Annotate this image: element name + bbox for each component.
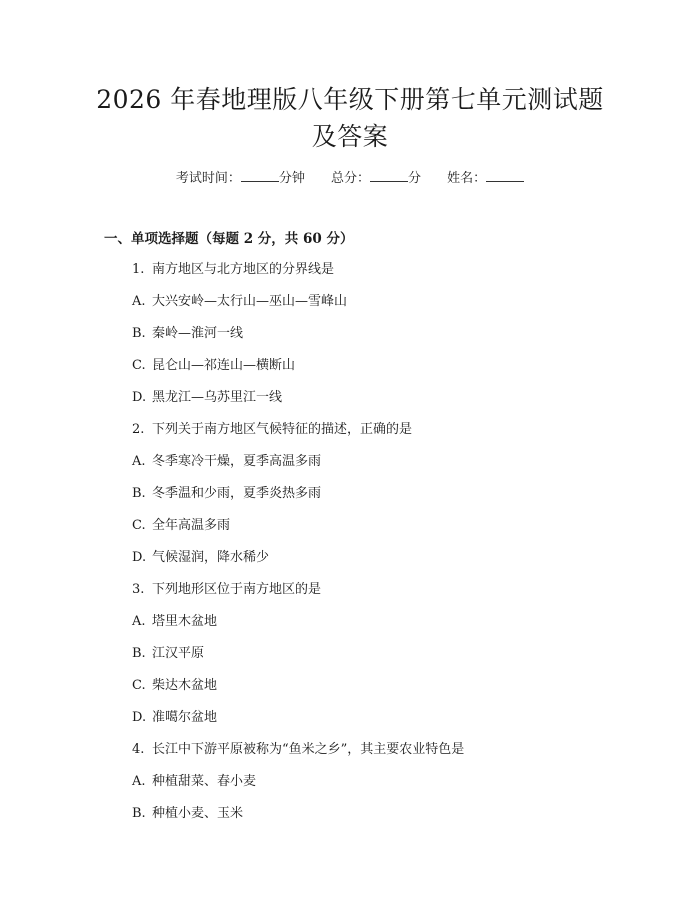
option-text: 塔里木盆地 [152, 614, 218, 629]
question-text: 下列地形区位于南方地区的是 [152, 582, 322, 597]
option-text: 冬季寒冷干燥，夏季高温多雨 [152, 454, 322, 469]
option-text: 气候湿润，降水稀少 [152, 550, 270, 565]
exam-info-row [0, 169, 700, 188]
question-2-option-d [132, 549, 269, 567]
question-3-option-d [132, 709, 217, 727]
option-text: 柴达木盆地 [152, 678, 218, 693]
option-letter: B. [132, 646, 146, 661]
question-3-option-b [132, 645, 204, 663]
exam-time-label: 考试时间： [175, 171, 241, 186]
option-letter: D. [132, 550, 147, 565]
question-2-option-c [132, 517, 230, 535]
option-letter: A. [132, 294, 146, 309]
question-1-option-c [132, 357, 295, 375]
total-score-label: 总分： [330, 171, 370, 186]
exam-time-field [176, 169, 305, 188]
option-text: 江汉平原 [152, 646, 205, 661]
option-letter: A. [132, 454, 146, 469]
document-title-line-2: 及答案 [311, 122, 389, 151]
total-score-blank [370, 169, 408, 182]
document-title-line-1: 2026 年春地理版八年级下册第七单元测试题 [96, 85, 604, 114]
section-heading: 一、单项选择题（每题 2 分，共 60 分） [104, 231, 354, 247]
option-text: 秦岭—淮河一线 [152, 326, 244, 341]
option-text: 全年高温多雨 [152, 518, 231, 533]
question-1-stem [132, 261, 334, 279]
option-letter: B. [132, 326, 146, 341]
option-letter: C. [132, 678, 146, 693]
total-score-field [331, 169, 421, 188]
question-text: 下列关于南方地区气候特征的描述，正确的是 [152, 422, 413, 437]
exam-time-blank [241, 169, 279, 182]
question-text: 南方地区与北方地区的分界线是 [152, 262, 335, 277]
option-letter: B. [132, 486, 146, 501]
option-text: 准噶尔盆地 [152, 710, 218, 725]
question-1-option-a [132, 293, 347, 311]
option-letter: D. [132, 390, 147, 405]
question-1-option-b [132, 325, 243, 343]
option-text: 昆仑山—祁连山—横断山 [152, 358, 296, 373]
option-letter: A. [132, 774, 146, 789]
option-letter: A. [132, 614, 146, 629]
option-text: 种植小麦、玉米 [152, 806, 244, 821]
exam-time-unit: 分钟 [278, 171, 305, 186]
question-text: 长江中下游平原被称为“鱼米之乡”，其主要农业特色是 [152, 742, 465, 757]
question-number: 1. [132, 262, 145, 277]
student-name-label: 姓名： [447, 171, 487, 186]
total-score-unit: 分 [408, 171, 422, 186]
option-letter: D. [132, 710, 147, 725]
student-name-blank [486, 169, 524, 182]
question-4-option-a [132, 773, 256, 791]
option-text: 黑龙江—乌苏里江一线 [152, 390, 283, 405]
question-4-option-b [132, 805, 243, 823]
option-text: 种植甜菜、春小麦 [152, 774, 257, 789]
option-letter: B. [132, 806, 146, 821]
question-number: 2. [132, 422, 145, 437]
question-number: 4. [132, 742, 145, 757]
option-text: 冬季温和少雨，夏季炎热多雨 [152, 486, 322, 501]
question-3-stem [132, 581, 321, 599]
question-2-option-a [132, 453, 321, 471]
question-4-stem [132, 741, 464, 759]
student-name-field [447, 169, 524, 188]
option-text: 大兴安岭—太行山—巫山—雪峰山 [152, 294, 348, 309]
question-3-option-c [132, 677, 217, 695]
question-2-option-b [132, 485, 321, 503]
question-1-option-d [132, 389, 282, 407]
question-3-option-a [132, 613, 217, 631]
question-number: 3. [132, 582, 145, 597]
option-letter: C. [132, 518, 146, 533]
option-letter: C. [132, 358, 146, 373]
question-2-stem [132, 421, 412, 439]
